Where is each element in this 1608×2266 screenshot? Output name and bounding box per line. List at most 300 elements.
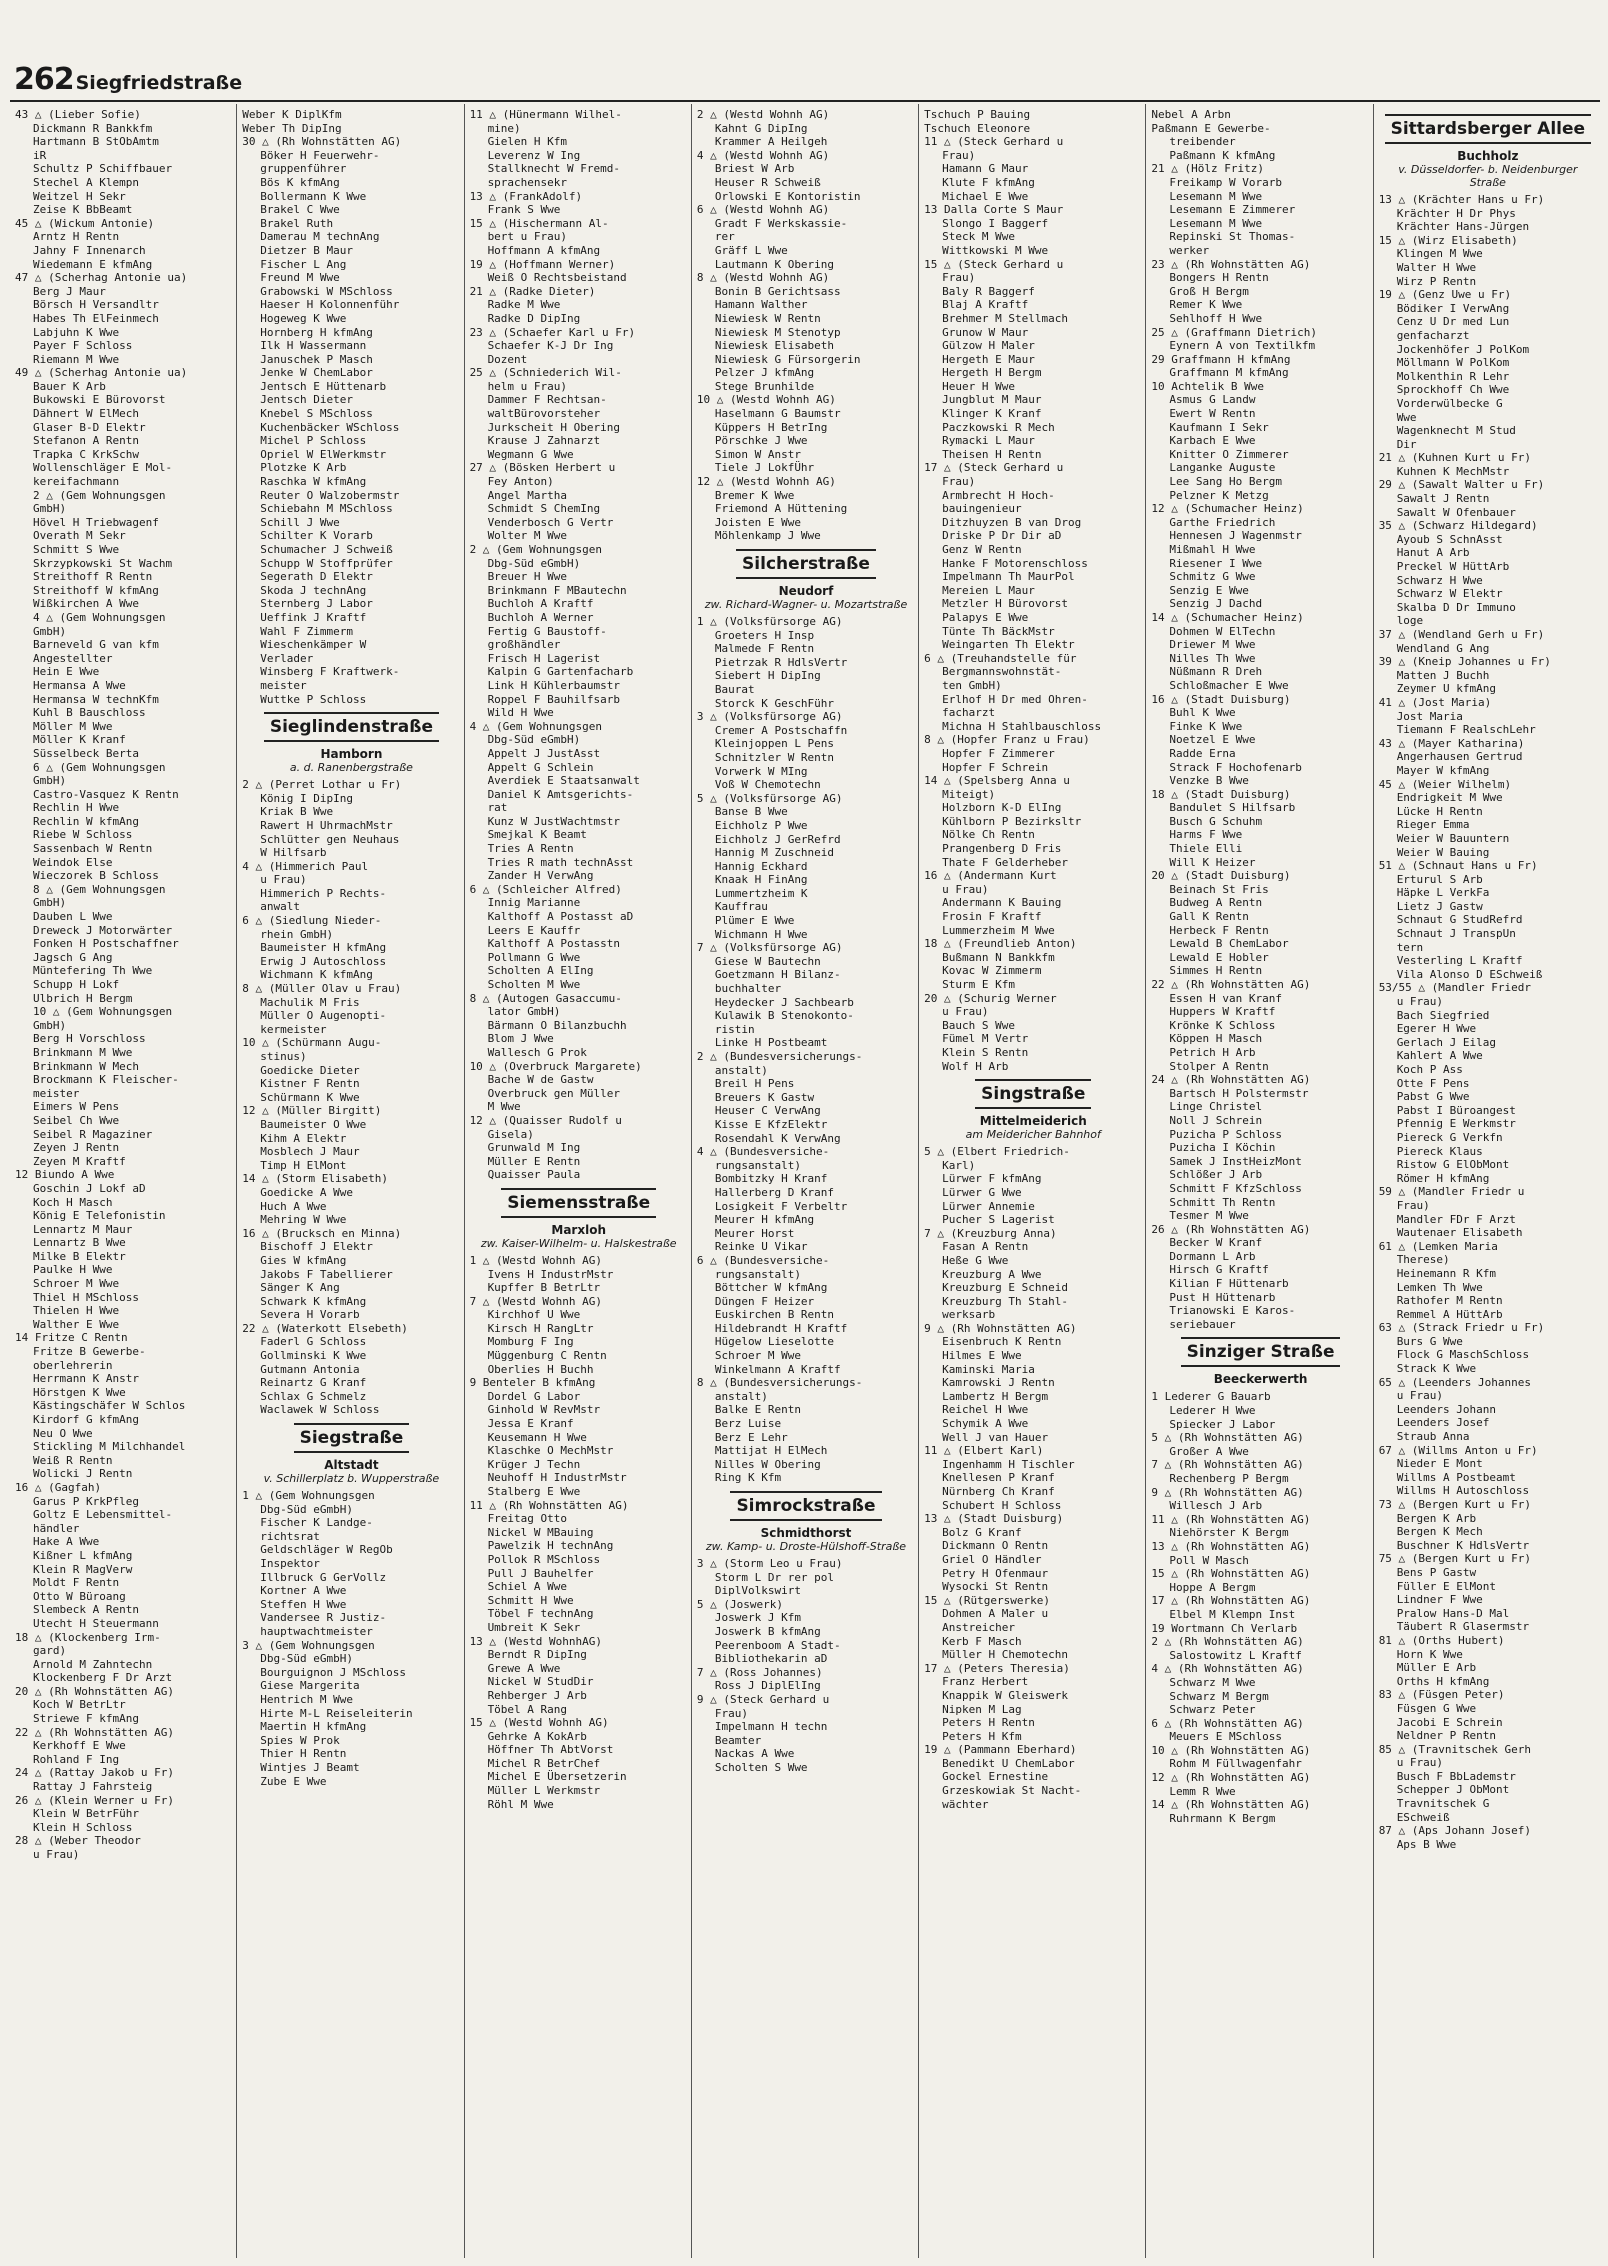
resident-entry: Gockel Ernestine (942, 1770, 1049, 1784)
resident-entry: Klein R MagVerw (33, 1562, 133, 1576)
resident-entry: Kunz W JustWachtmstr (487, 814, 621, 828)
resident-entry: Kreuzburg E Schneid (942, 1281, 1068, 1295)
resident-entry: Bens P Gastw (1396, 1565, 1477, 1579)
resident-entry: Stechel A Klempn (33, 175, 139, 189)
resident-entry: Jessa E Kranf (487, 1417, 574, 1431)
resident-entry: Blom J Wwe (487, 1032, 554, 1046)
resident-entry: Lummertzheim K (714, 886, 808, 900)
resident-entry: Barneveld G van kfm (33, 638, 159, 652)
resident-entry: Hake A Wwe (33, 1535, 100, 1549)
resident-entry: ristin (714, 1022, 755, 1036)
address-entry: 19 △ (Genz Uwe u Fr) (1378, 288, 1512, 302)
address-entry: 22 △ (Waterkott Elsebeth) (242, 1321, 408, 1335)
street-section-header (242, 712, 460, 774)
resident-entry: Streithoff W kfmAng (33, 583, 159, 597)
resident-entry: Schwarz W Elektr (1396, 587, 1503, 601)
resident-entry: Heuser C VerwAng (714, 1104, 821, 1118)
address-entry: 1 △ (Gem Wohnungsgen (242, 1489, 375, 1503)
resident-entry: rungsanstalt) (714, 1158, 801, 1172)
resident-entry: Meurer H kfmAng (714, 1213, 815, 1227)
resident-entry: Michna H Stahlbauschloss (942, 719, 1102, 733)
resident-entry: Severa H Vorarb (260, 1308, 360, 1322)
resident-entry: Leverenz W Ing (487, 148, 581, 162)
resident-entry: Wwe (1396, 410, 1417, 424)
resident-entry: Sturm E Kfm (942, 978, 1015, 991)
resident-entry: Tesmer M Wwe (1169, 1209, 1249, 1223)
resident-entry: Milke B Elektr (33, 1249, 126, 1263)
resident-entry: Schmitt F KfzSchloss (1169, 1181, 1302, 1195)
resident-entry: Bärmann O Bilanzbuchh (487, 1018, 627, 1032)
resident-entry: Busch F BbLademstr (1396, 1769, 1516, 1783)
resident-entry: Rathofer M Rentn (1396, 1294, 1503, 1308)
address-entry: 29 Graffmann H kfmAng (1151, 352, 1291, 366)
column (1146, 104, 1373, 2258)
address-entry: 9 △ (Steck Gerhard u (696, 1692, 830, 1706)
resident-entry: Scholten A ElIng (487, 964, 594, 978)
resident-entry: Finke K Wwe (1169, 719, 1243, 733)
address-entry: 1 Lederer G Bauarb (1151, 1390, 1271, 1404)
resident-entry: König E Telefonistin (33, 1209, 166, 1223)
resident-entry: Giese W Bautechn (714, 954, 821, 968)
address-entry: 24 △ (Rattay Jakob u Fr) (15, 1766, 174, 1780)
address-entry: 19 Wortmann Ch Verlarb (1151, 1621, 1298, 1635)
resident-entry: Schnitzler W Rentn (714, 750, 835, 764)
resident-entry: werksarb (942, 1308, 996, 1322)
resident-entry: Bongers H Rentn (1169, 271, 1269, 285)
resident-entry: Kamrowski J Rentn (942, 1376, 1055, 1390)
resident-entry: Linke H Postbeamt (714, 1036, 828, 1050)
address-entry: 4 △ (Westd Wohnh AG) (696, 148, 830, 162)
resident-entry: Benedikt U ChemLabor (942, 1756, 1075, 1770)
resident-entry: Sternberg J Labor (260, 597, 373, 611)
resident-entry: Petrich H Arb (1169, 1045, 1256, 1059)
address-entry: 26 △ (Rh Wohnstätten AG) (1151, 1222, 1311, 1236)
resident-entry: Dickmann R Bankkfm (33, 121, 153, 135)
address-entry: 49 △ (Scherhag Antonie ua) (15, 366, 188, 380)
resident-entry: Schupp W Stoffprüfer (260, 556, 393, 570)
resident-entry: anstalt) (714, 1063, 768, 1077)
resident-entry: GmbH) (33, 1018, 67, 1032)
address-entry: 11 △ (Hünermann Wilhel- (469, 108, 622, 121)
resident-entry: Lennartz B Wwe (33, 1236, 126, 1250)
resident-entry: Klaschke O MechMstr (487, 1444, 614, 1458)
resident-entry: Jurkscheit H Obering (487, 420, 621, 434)
resident-entry: Berg H Vorschloss (33, 1032, 146, 1046)
resident-entry: Möllmann W PolKom (1396, 356, 1510, 370)
resident-entry: Seibel R Magaziner (33, 1127, 153, 1141)
resident-entry: Zeyen M Kraftf (33, 1154, 126, 1168)
address-entry: 67 △ (Willms Anton u Fr) (1378, 1443, 1538, 1457)
resident-entry: Töbel F technAng (487, 1607, 594, 1621)
resident-entry: Kirchhof U Wwe (487, 1308, 581, 1322)
address-entry: 61 △ (Lemken Maria (1378, 1239, 1498, 1253)
address-entry: 11 △ (Rh Wohnstätten AG) (469, 1498, 629, 1512)
resident-entry: Goedicke A Wwe (260, 1185, 353, 1199)
address-entry: 35 △ (Schwarz Hildegard) (1378, 519, 1538, 533)
resident-entry: Freund M Wwe (260, 271, 340, 285)
resident-entry: Illbruck G GerVollz (260, 1570, 387, 1584)
street-name: Simrockstraße (730, 1491, 881, 1521)
resident-entry: Angerhausen Gertrud (1396, 750, 1523, 764)
column (919, 104, 1146, 2258)
resident-entry: Storck K GeschFühr (714, 696, 835, 710)
resident-entry: Knitter O Zimmerer (1169, 447, 1289, 461)
resident-entry: Brakel C Wwe (260, 203, 340, 217)
resident-entry: Matten J Buchh (1396, 668, 1490, 682)
resident-entry: Weiß O Rechtsbeistand (487, 271, 627, 285)
resident-entry: Kahnt G DipIng (714, 121, 808, 135)
address-entry: 13 Dalla Corte S Maur (924, 203, 1064, 217)
street-name: Sieglindenstraße (264, 712, 439, 742)
resident-entry: hauptwachtmeister (260, 1624, 373, 1638)
address-entry: 18 △ (Klockenberg Irm- (15, 1630, 161, 1644)
resident-entry: Remmel A HüttArb (1396, 1307, 1503, 1321)
address-entry: 45 △ (Weier Wilhelm) (1378, 777, 1512, 791)
street-section-header (1379, 114, 1597, 189)
address-entry: 18 △ (Stadt Duisburg) (1151, 787, 1291, 801)
resident-entry: Michel R BetrChef (487, 1756, 601, 1770)
address-entry: 2 △ (Rh Wohnstätten AG) (1151, 1635, 1304, 1649)
resident-entry: Brinkmann W Mech (33, 1059, 139, 1073)
resident-entry: ESchweiß (1396, 1810, 1450, 1824)
address-entry: 11 △ (Rh Wohnstätten AG) (1151, 1512, 1311, 1526)
address-entry: 6 △ (Westd Wohnh AG) (696, 203, 830, 217)
address-entry: 22 △ (Rh Wohnstätten AG) (1151, 978, 1311, 991)
resident-entry: Schepper J ObMont (1396, 1783, 1510, 1797)
resident-entry: Berg J Maur (33, 284, 106, 298)
resident-entry: Ilk H Wassermann (260, 339, 367, 353)
resident-entry: Kalpin G Gartenfacharb (487, 665, 634, 679)
address-entry: 20 △ (Schurig Werner (924, 991, 1057, 1005)
resident-entry: Piereck Klaus (1396, 1144, 1483, 1158)
resident-entry: u Frau) (942, 882, 989, 896)
resident-entry: Bonin B Gerichtsass (714, 284, 841, 298)
resident-entry: Overbruck gen Müller (487, 1086, 621, 1100)
resident-entry: Dauben L Wwe (33, 910, 113, 924)
resident-entry: Wautenaer Elisabeth (1396, 1226, 1523, 1240)
resident-entry: Rohm M Füllwagenfahr (1169, 1757, 1302, 1771)
street-section-header (697, 1491, 915, 1553)
resident-entry: Nilles Th Wwe (1169, 651, 1256, 665)
resident-entry: Schupp H Lokf (33, 978, 120, 991)
resident-entry: Wieczorek B Schloss (33, 869, 159, 883)
address-entry: 5 △ (Rh Wohnstätten AG) (1151, 1431, 1304, 1445)
resident-entry: Vesterling L Kraftf (1396, 954, 1523, 968)
resident-entry: Skalba D Dr Immuno (1396, 600, 1516, 614)
resident-entry: Dammer F Rechtsan- (487, 393, 607, 407)
resident-entry: Daniel K Amtsgerichts- (487, 787, 634, 801)
address-entry: 6 △ (Rh Wohnstätten AG) (1151, 1716, 1304, 1730)
address-entry: 17 △ (Peters Theresia) (924, 1661, 1070, 1675)
resident-entry: Beamter (714, 1733, 762, 1747)
resident-entry: Radke M Wwe (487, 298, 561, 312)
address-entry: 25 △ (Schniederich Wil- (469, 366, 622, 380)
resident-entry: Thiele Elli (1169, 842, 1243, 856)
resident-entry: Zander H VerwAng (487, 869, 594, 883)
resident-entry: Kalthoff A Postasstn (487, 937, 621, 951)
district-name: Marxloh (551, 1222, 606, 1237)
resident-entry: Venderbosch G Vertr (487, 515, 614, 529)
address-entry: 11 △ (Elbert Karl) (924, 1444, 1044, 1458)
resident-entry: Pollok R MSchloss (487, 1552, 601, 1566)
resident-entry: Krächter H Dr Phys (1396, 206, 1516, 220)
resident-entry: Orlowski E Kontoristin (714, 189, 861, 203)
resident-entry: Freikamp W Vorarb (1169, 175, 1282, 189)
resident-entry: Düngen F Heizer (714, 1294, 815, 1308)
resident-entry: Nackas A Wwe (714, 1747, 795, 1761)
resident-entry: Schnaut J TranspUn (1396, 927, 1516, 941)
resident-entry: anwalt (260, 900, 301, 914)
resident-entry: Vila Alonso D ESchweiß (1396, 967, 1543, 981)
resident-entry: Samek J InstHeizMont (1169, 1154, 1302, 1168)
address-entry: 14 Fritze C Rentn (15, 1331, 128, 1345)
resident-entry: König I DipIng (260, 791, 353, 805)
street-name: Sittardsberger Allee (1385, 114, 1591, 144)
resident-entry: Hallerberg D Kranf (714, 1185, 835, 1199)
resident-entry: Lietz J Gastw (1396, 899, 1483, 913)
resident-entry: waltBürovorsteher (487, 407, 601, 421)
resident-entry: Schwarz Peter (1169, 1703, 1256, 1717)
resident-entry: Klingen M Wwe (1396, 247, 1483, 261)
resident-entry: Stege Brunhilde (714, 379, 815, 393)
resident-entry: Reichel H Wwe (942, 1403, 1029, 1417)
resident-entry: Strack K Wwe (1396, 1362, 1477, 1376)
address-entry: Weber Th DipIng (242, 121, 342, 135)
resident-entry: Goetzmann H Bilanz- (714, 968, 841, 982)
resident-entry: Hermansa A Wwe (33, 678, 126, 692)
resident-entry: Koch W BetrLtr (33, 1698, 126, 1712)
address-entry: 8 △ (Autogen Gasaccumu- (469, 991, 622, 1005)
resident-entry: Kißner L kfmAng (33, 1548, 133, 1562)
resident-entry: Mayer W kfmAng (1396, 763, 1490, 777)
address-entry: 43 △ (Lieber Sofie) (15, 108, 141, 121)
resident-entry: Vorwerk W MIng (714, 764, 808, 778)
district-name: Hamborn (320, 747, 383, 762)
resident-entry: Hirsch G Kraftf (1169, 1263, 1269, 1277)
resident-entry: seriebauer (1169, 1317, 1236, 1331)
resident-entry: Niewiesk M Stenotyp (714, 325, 841, 339)
resident-entry: Brakel Ruth (260, 216, 334, 230)
resident-entry: Wahl F Zimmerm (260, 624, 353, 638)
resident-entry: Rawert H UhrmachMstr (260, 818, 393, 832)
resident-entry: Lemken Th Wwe (1396, 1280, 1483, 1294)
resident-entry: Slongo I Baggerf (942, 216, 1049, 230)
resident-entry: Wittkowski M Wwe (942, 243, 1049, 257)
resident-entry: Möller K Kranf (33, 733, 126, 747)
address-entry: 8 △ (Müller Olav u Frau) (242, 982, 402, 996)
resident-entry: Wichmann H Wwe (714, 927, 808, 941)
resident-entry: Waclawek W Schloss (260, 1403, 380, 1417)
resident-entry: Klockenberg F Dr Arzt (33, 1671, 173, 1685)
resident-entry: Eynern A von Textilkfm (1169, 339, 1316, 353)
resident-entry: Neldner P Rentn (1396, 1729, 1497, 1743)
address-entry: 15 △ (Rütgerswerke) (924, 1593, 1050, 1607)
resident-entry: Buschner K HdlsVertr (1396, 1538, 1530, 1552)
resident-entry: Walter H Wwe (1396, 260, 1477, 274)
resident-entry: Müller E Rentn (487, 1154, 581, 1168)
resident-entry: Weier W Bauuntern (1396, 831, 1510, 845)
resident-entry: Dozent (487, 352, 528, 366)
resident-entry: Weiß R Rentn (33, 1453, 113, 1467)
resident-entry: Garus P KrkPfleg (33, 1494, 139, 1508)
address-entry: 7 △ (Ross Johannes) (696, 1665, 823, 1679)
resident-entry: Glaser B-D Elektr (33, 420, 146, 434)
resident-entry: Bremer K Wwe (714, 488, 795, 502)
resident-entry: Poll W Masch (1169, 1553, 1249, 1567)
resident-entry: Franz Herbert (942, 1675, 1029, 1689)
resident-entry: Frau) (942, 271, 976, 285)
resident-entry: GmbH) (33, 502, 67, 516)
address-entry: 22 △ (Rh Wohnstätten AG) (15, 1725, 174, 1739)
page-number: 262 (14, 62, 74, 97)
resident-entry: Ruhrmann K Bergm (1169, 1811, 1276, 1825)
resident-entry: Müggenburg C Rentn (487, 1349, 607, 1363)
resident-entry: Michel P Schloss (260, 434, 367, 448)
resident-entry: u Frau) (1396, 1389, 1444, 1403)
address-entry: 4 △ (Gem Wohnungsgen (469, 719, 603, 733)
resident-entry: Skoda J technAng (260, 583, 367, 597)
street-range: a. d. Ranenbergstraße (289, 761, 413, 775)
resident-entry: Griel O Händler (942, 1552, 1042, 1566)
resident-entry: Rattay J Fahrsteig (33, 1780, 153, 1794)
resident-entry: Jentsch Dieter (260, 393, 353, 407)
address-entry: 5 △ (Elbert Friedrich- (924, 1145, 1070, 1159)
resident-entry: Stolper A Rentn (1169, 1059, 1269, 1073)
resident-entry: Niehörster K Bergm (1169, 1526, 1289, 1540)
resident-entry: Klein H Schloss (33, 1820, 133, 1834)
address-entry: 15 △ (Westd Wohnh AG) (469, 1716, 609, 1730)
resident-entry: Spiecker J Labor (1169, 1417, 1276, 1431)
address-entry: 30 △ (Rh Wohnstätten AG) (242, 135, 402, 149)
resident-entry: Wißkirchen A Wwe (33, 597, 139, 611)
resident-entry: loge (1396, 614, 1424, 628)
resident-entry: Machulik M Fris (260, 995, 360, 1009)
resident-entry: Jockenhöfer J PolKom (1396, 342, 1530, 356)
resident-entry: Ulbrich H Bergm (33, 991, 133, 1005)
resident-entry: Heuer H Wwe (942, 379, 1015, 393)
address-entry: 3 △ (Volksfürsorge AG) (696, 710, 843, 724)
resident-entry: Leers E Kauffr (487, 923, 581, 937)
resident-entry: Angel Martha (487, 488, 568, 502)
resident-entry: Therese) (1396, 1253, 1450, 1267)
resident-entry: Gradt F Werkskassie- (714, 216, 848, 230)
resident-entry: Ivens H IndustrMstr (487, 1267, 614, 1281)
resident-entry: Kovac W Zimmerm (942, 964, 1042, 978)
resident-entry: Will K Heizer (1169, 855, 1256, 869)
resident-entry: Breuers K Gastw (714, 1090, 815, 1104)
resident-entry: Krönke K Schloss (1169, 1018, 1276, 1032)
resident-entry: Frau) (1396, 1198, 1430, 1212)
resident-entry: Knaak H FinAng (714, 873, 808, 887)
resident-entry: werker (1169, 243, 1210, 257)
address-entry: 23 △ (Rh Wohnstätten AG) (1151, 257, 1311, 271)
resident-entry: Huppers W Kraftf (1169, 1005, 1276, 1019)
resident-entry: Wirz P Rentn (1396, 274, 1477, 288)
address-entry: 12 △ (Schumacher Heinz) (1151, 502, 1304, 516)
resident-entry: Groeters H Insp (714, 628, 815, 642)
resident-entry: Nüßmann R Dreh (1169, 665, 1263, 679)
address-entry: 51 △ (Schnaut Hans u Fr) (1378, 859, 1538, 873)
resident-entry: Heydecker J Sachbearb (714, 995, 854, 1009)
resident-entry: Hövel H Triebwagenf (33, 515, 159, 529)
resident-entry: Willms A Postbeamt (1396, 1470, 1516, 1484)
address-entry: 43 △ (Mayer Katharina) (1378, 736, 1525, 750)
resident-entry: GmbH) (33, 896, 67, 910)
address-entry: 9 Benteler B kfmAng (469, 1376, 596, 1390)
address-entry: 19 △ (Hoffmann Werner) (469, 257, 616, 271)
street-name: Singstraße (975, 1079, 1091, 1109)
resident-entry: rer (714, 230, 735, 244)
resident-entry: Pietrzak R HdlsVertr (714, 655, 848, 669)
street-range: v. Schillerplatz b. Wupperstraße (263, 1472, 440, 1486)
resident-entry: Banse B Wwe (714, 805, 788, 819)
district-name: Altstadt (324, 1458, 379, 1473)
address-entry: 7 △ (Kreuzburg Anna) (924, 1226, 1057, 1240)
resident-entry: Wichmann K kfmAng (260, 968, 373, 982)
address-entry: 39 △ (Kneip Johannes u Fr) (1378, 655, 1551, 669)
resident-entry: Großer A Wwe (1169, 1444, 1249, 1458)
resident-entry: Bandulet S Hilfsarb (1169, 801, 1296, 815)
resident-entry: Nölke Ch Rentn (942, 828, 1035, 842)
resident-entry: Schwarz M Wwe (1169, 1675, 1256, 1689)
resident-entry: Senzig J Dachd (1169, 597, 1263, 611)
resident-entry: Hanke F Motorenschloss (942, 556, 1088, 570)
resident-entry: genfacharzt (1396, 328, 1470, 342)
resident-entry: Balke E Rentn (714, 1403, 801, 1417)
address-entry: 15 △ (Rh Wohnstätten AG) (1151, 1567, 1311, 1581)
resident-entry: Tries A Rentn (487, 842, 574, 856)
address-entry: 24 △ (Rh Wohnstätten AG) (1151, 1073, 1311, 1087)
resident-entry: Baurat (714, 682, 755, 696)
address-entry: 29 △ (Sawalt Walter u Fr) (1378, 478, 1545, 492)
resident-entry: Frau) (714, 1706, 748, 1720)
resident-entry: Schmidt S ChemIng (487, 502, 601, 516)
address-entry: 10 △ (Schürmann Augu- (242, 1036, 382, 1050)
resident-entry: Kerb F Masch (942, 1634, 1022, 1648)
resident-entry: Thate F Gelderheber (942, 855, 1068, 869)
resident-entry: Plümer E Wwe (714, 914, 795, 928)
address-entry: 12 Biundo A Wwe (15, 1168, 115, 1182)
resident-entry: Lemm R Wwe (1169, 1784, 1236, 1798)
resident-entry: Fritze B Gewerbe- (33, 1345, 146, 1359)
resident-entry: Rechlin H Wwe (33, 801, 120, 815)
resident-entry: Stickling M Milchhandel (33, 1440, 186, 1454)
district-name: Schmidthorst (760, 1526, 852, 1540)
resident-entry: großhändler (487, 638, 561, 652)
resident-entry: Schymik A Wwe (942, 1417, 1029, 1431)
address-entry: 4 △ (Bundesversiche- (696, 1145, 830, 1159)
resident-entry: Müller O Augenopti- (260, 1009, 387, 1023)
resident-entry: Schiebahn M MSchloss (260, 502, 393, 516)
address-entry: 10 △ (Westd Wohnh AG) (696, 393, 836, 407)
resident-entry: Nieder E Mont (1396, 1457, 1483, 1471)
resident-entry: u Frau) (942, 1005, 989, 1019)
resident-entry: Sawalt W Ofenbauer (1396, 505, 1516, 519)
resident-entry: Averdiek E Staatsanwalt (487, 774, 640, 788)
district-name: Mittelmeiderich (979, 1114, 1087, 1129)
resident-entry: Elbel M Klempn Inst (1169, 1607, 1296, 1621)
resident-entry: Tünte Th BäckMstr (942, 624, 1055, 638)
address-entry: 14 △ (Spelsberg Anna u (924, 774, 1070, 788)
resident-entry: gruppenführer (260, 162, 347, 176)
resident-entry: 2 △ (Gem Wohnungsgen (33, 488, 166, 502)
resident-entry: Pabst I Büroangest (1396, 1103, 1516, 1117)
resident-entry: Töbel A Rang (487, 1702, 568, 1716)
address-entry: 63 △ (Strack Friedr u Fr) (1378, 1321, 1545, 1335)
resident-entry: Dohmen A Maler u (942, 1607, 1049, 1621)
resident-entry: gard) (33, 1644, 67, 1658)
column (692, 104, 919, 2258)
